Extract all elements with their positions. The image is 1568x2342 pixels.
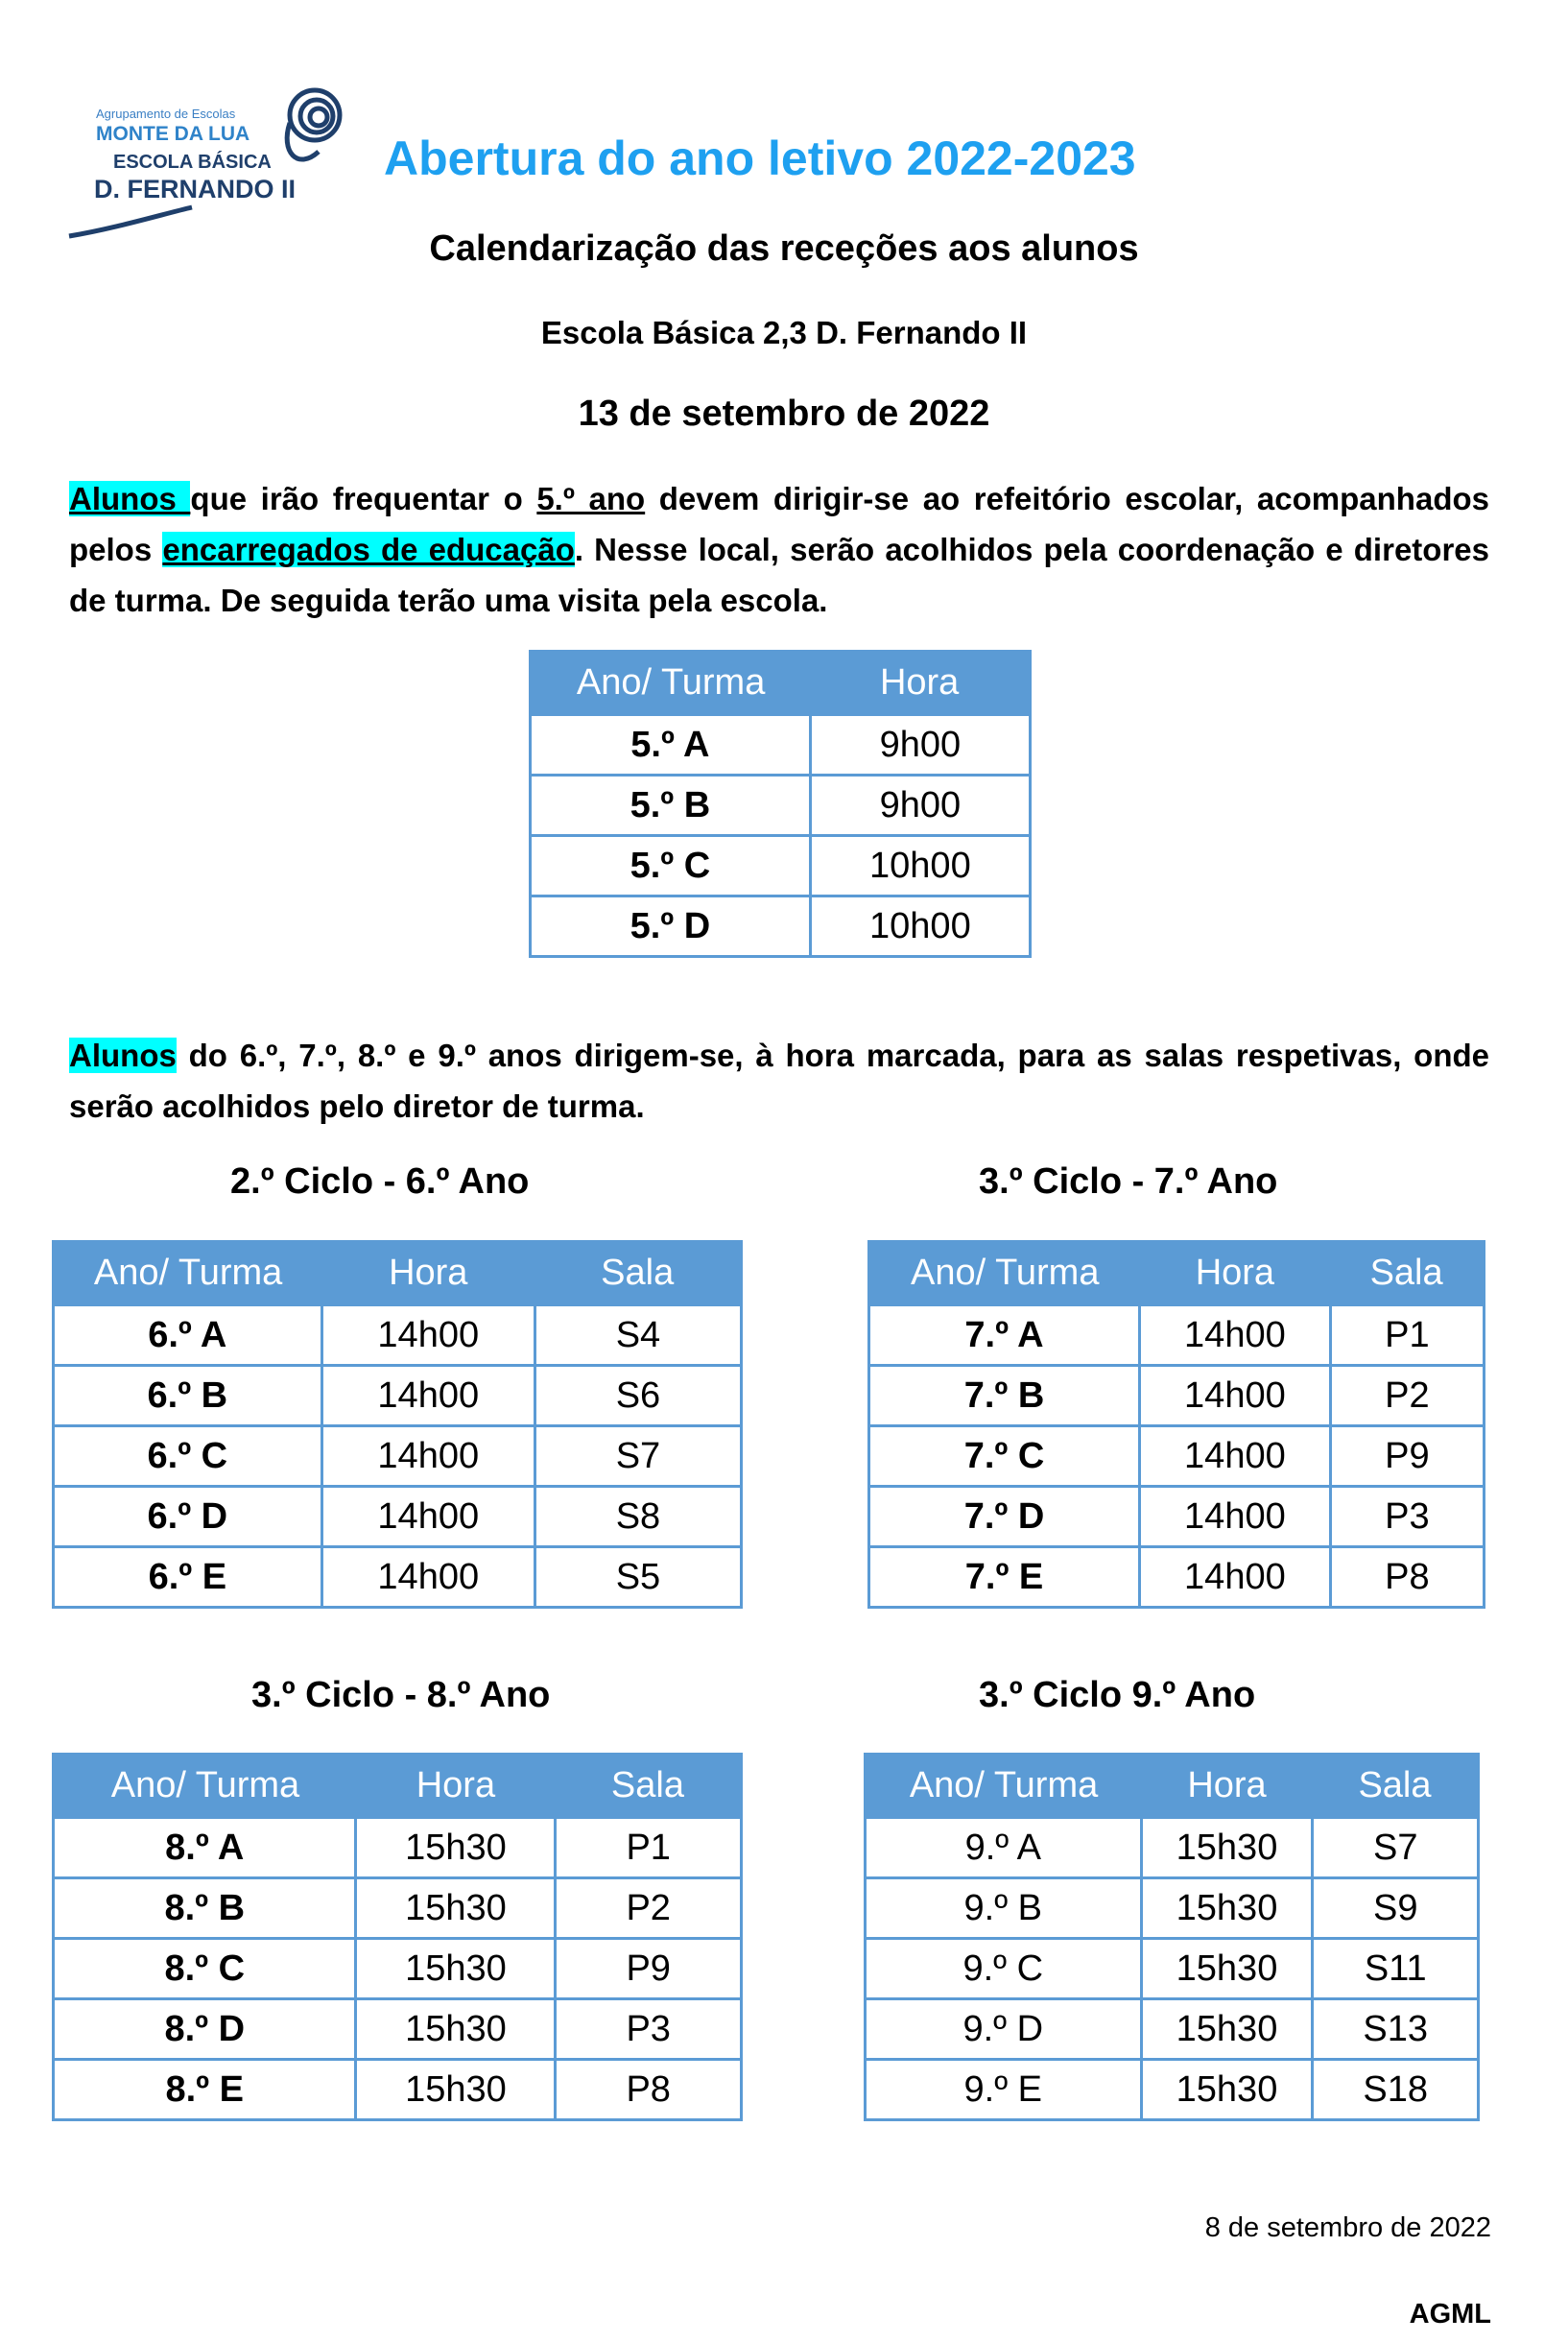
- cell-sala: S11: [1313, 1939, 1479, 1999]
- table-header-row: [54, 1755, 742, 1818]
- table-header-row: [869, 1242, 1485, 1305]
- table-8-ano: [52, 1753, 743, 2121]
- cell-turma: 9.º B: [866, 1878, 1142, 1939]
- cell-hora: 15h30: [1141, 1939, 1313, 1999]
- cell-sala: S9: [1313, 1878, 1479, 1939]
- cell-sala: S7: [535, 1426, 741, 1487]
- table-9-ano: [864, 1753, 1480, 2121]
- column-header: Ano/ Turma: [54, 1755, 356, 1818]
- cell-turma: 5.º D: [531, 896, 811, 957]
- cell-turma: 5.º C: [531, 836, 811, 896]
- cell-turma: 5.º B: [531, 776, 811, 836]
- cell-hora: 14h00: [1140, 1487, 1331, 1547]
- cell-sala: P2: [556, 1878, 742, 1939]
- cell-hora: 9h00: [810, 776, 1030, 836]
- table-row: [531, 836, 1031, 896]
- table-row: [54, 2060, 742, 2120]
- cell-turma: 7.º B: [869, 1366, 1140, 1426]
- cell-sala: S8: [535, 1487, 741, 1547]
- cell-turma: 6.º B: [54, 1366, 322, 1426]
- table-row: [54, 1939, 742, 1999]
- table-row: [54, 1878, 742, 1939]
- column-header: Hora: [321, 1242, 535, 1305]
- table-header-row: [54, 1242, 742, 1305]
- cell-turma: 8.º C: [54, 1939, 356, 1999]
- logo-line-1: MONTE DA LUA: [96, 123, 250, 145]
- cell-sala: P2: [1330, 1366, 1484, 1426]
- highlight-encarregados: encarregados de educação: [162, 532, 575, 567]
- table-row: [54, 1426, 742, 1487]
- cell-hora: 15h30: [356, 1939, 556, 1999]
- table-row: [866, 1818, 1479, 1878]
- cell-turma: 5.º A: [531, 715, 811, 776]
- table-row: [54, 1487, 742, 1547]
- table-row: [54, 1818, 742, 1878]
- cell-turma: 8.º D: [54, 1999, 356, 2060]
- section-title-8: 3.º Ciclo - 8.º Ano: [251, 1675, 551, 1715]
- cell-sala: S6: [535, 1366, 741, 1426]
- cell-hora: 15h30: [1141, 1878, 1313, 1939]
- column-header: Sala: [556, 1755, 742, 1818]
- cell-sala: P8: [1330, 1547, 1484, 1608]
- table-row: [54, 1999, 742, 2060]
- column-header: Ano/ Turma: [866, 1755, 1142, 1818]
- underline-5-ano: 5.º ano: [536, 481, 646, 516]
- footer-signature: AGML: [1409, 2299, 1491, 2330]
- table-row: [54, 1366, 742, 1426]
- table-7-ano: [867, 1240, 1485, 1609]
- cell-turma: 9.º D: [866, 1999, 1142, 2060]
- table-6-ano: [52, 1240, 743, 1609]
- cell-sala: S7: [1313, 1818, 1479, 1878]
- date-heading: 13 de setembro de 2022: [578, 394, 990, 434]
- table-row: [54, 1305, 742, 1366]
- cell-hora: 15h30: [1141, 1818, 1313, 1878]
- table-row: [866, 1939, 1479, 1999]
- cell-turma: 8.º A: [54, 1818, 356, 1878]
- cell-turma: 7.º C: [869, 1426, 1140, 1487]
- cell-hora: 10h00: [810, 896, 1030, 957]
- cell-turma: 8.º B: [54, 1878, 356, 1939]
- column-header: Hora: [810, 652, 1030, 715]
- page-subtitle: Calendarização das receções aos alunos: [429, 228, 1139, 269]
- cell-turma: 6.º E: [54, 1547, 322, 1608]
- footer-date: 8 de setembro de 2022: [1204, 2212, 1491, 2243]
- cell-turma: 8.º E: [54, 2060, 356, 2120]
- table-row: [531, 715, 1031, 776]
- cell-sala: P3: [556, 1999, 742, 2060]
- table-row: [866, 2060, 1479, 2120]
- table-row: [531, 776, 1031, 836]
- cell-sala: P8: [556, 2060, 742, 2120]
- cell-sala: S18: [1313, 2060, 1479, 2120]
- cell-sala: P9: [1330, 1426, 1484, 1487]
- column-header: Ano/ Turma: [54, 1242, 322, 1305]
- table-row: [869, 1305, 1485, 1366]
- highlight-alunos-2: Alunos: [69, 1038, 177, 1073]
- cell-hora: 14h00: [1140, 1305, 1331, 1366]
- column-header: Ano/ Turma: [531, 652, 811, 715]
- cell-turma: 7.º E: [869, 1547, 1140, 1608]
- logo-line-3: D. FERNANDO II: [94, 175, 297, 203]
- cell-turma: 7.º D: [869, 1487, 1140, 1547]
- table-row: [866, 1999, 1479, 2060]
- cell-hora: 14h00: [321, 1305, 535, 1366]
- cell-turma: 7.º A: [869, 1305, 1140, 1366]
- cell-hora: 14h00: [1140, 1547, 1331, 1608]
- page-title: Abertura do ano letivo 2022-2023: [384, 131, 1136, 185]
- table-row: [54, 1547, 742, 1608]
- cell-hora: 14h00: [1140, 1426, 1331, 1487]
- cell-hora: 9h00: [810, 715, 1030, 776]
- table-row: [869, 1366, 1485, 1426]
- section-title-9: 3.º Ciclo 9.º Ano: [979, 1675, 1256, 1715]
- logo-small-text: Agrupamento de Escolas: [96, 107, 236, 121]
- cell-sala: S4: [535, 1305, 741, 1366]
- cell-sala: S13: [1313, 1999, 1479, 2060]
- column-header: Hora: [1141, 1755, 1313, 1818]
- column-header: Hora: [1140, 1242, 1331, 1305]
- cell-sala: P3: [1330, 1487, 1484, 1547]
- highlight-alunos: Alunos: [69, 481, 191, 516]
- table-header-row: [866, 1755, 1479, 1818]
- cell-hora: 15h30: [356, 1878, 556, 1939]
- cell-hora: 15h30: [356, 2060, 556, 2120]
- intro-paragraph: Alunos que irão frequentar o 5.º ano devem dirigir-se ao refeitório escolar, acompanhados pelos encarregados de educação. Nesse local, serão acolhidos pela coordenação e diretores de turma. De seguida terão uma visita pela escola.: [69, 481, 1489, 618]
- table-row: [869, 1487, 1485, 1547]
- logo-line-2: ESCOLA BÁSICA: [113, 152, 272, 173]
- section-title-7: 3.º Ciclo - 7.º Ano: [979, 1161, 1278, 1202]
- cell-turma: 6.º C: [54, 1426, 322, 1487]
- column-header: Hora: [356, 1755, 556, 1818]
- column-header: Sala: [1313, 1755, 1479, 1818]
- cell-hora: 14h00: [321, 1366, 535, 1426]
- column-header: Ano/ Turma: [869, 1242, 1140, 1305]
- section-title-6: 2.º Ciclo - 6.º Ano: [230, 1161, 530, 1202]
- table-row: [869, 1547, 1485, 1608]
- cell-sala: P1: [1330, 1305, 1484, 1366]
- cell-hora: 14h00: [1140, 1366, 1331, 1426]
- cell-hora: 14h00: [321, 1487, 535, 1547]
- table-row: [866, 1878, 1479, 1939]
- cell-hora: 15h30: [356, 1999, 556, 2060]
- table-5-ano: [529, 650, 1032, 958]
- cell-sala: P1: [556, 1818, 742, 1878]
- cell-turma: 9.º A: [866, 1818, 1142, 1878]
- table-header-row: [531, 652, 1031, 715]
- second-paragraph: Alunos do 6.º, 7.º, 8.º e 9.º anos dirigem-se, à hora marcada, para as salas respetivas, onde serão acolhidos pelo diretor de turma.: [69, 1038, 1489, 1124]
- school-name: Escola Básica 2,3 D. Fernando II: [540, 315, 1028, 350]
- cell-sala: P9: [556, 1939, 742, 1999]
- school-logo: [67, 84, 355, 248]
- cell-hora: 15h30: [1141, 2060, 1313, 2120]
- cell-turma: 9.º E: [866, 2060, 1142, 2120]
- cell-hora: 10h00: [810, 836, 1030, 896]
- cell-turma: 6.º A: [54, 1305, 322, 1366]
- cell-sala: S5: [535, 1547, 741, 1608]
- cell-hora: 14h00: [321, 1426, 535, 1487]
- column-header: Sala: [1330, 1242, 1484, 1305]
- cell-hora: 15h30: [1141, 1999, 1313, 2060]
- cell-hora: 15h30: [356, 1818, 556, 1878]
- table-row: [531, 896, 1031, 957]
- cell-hora: 14h00: [321, 1547, 535, 1608]
- column-header: Sala: [535, 1242, 741, 1305]
- cell-turma: 6.º D: [54, 1487, 322, 1547]
- cell-turma: 9.º C: [866, 1939, 1142, 1999]
- table-row: [869, 1426, 1485, 1487]
